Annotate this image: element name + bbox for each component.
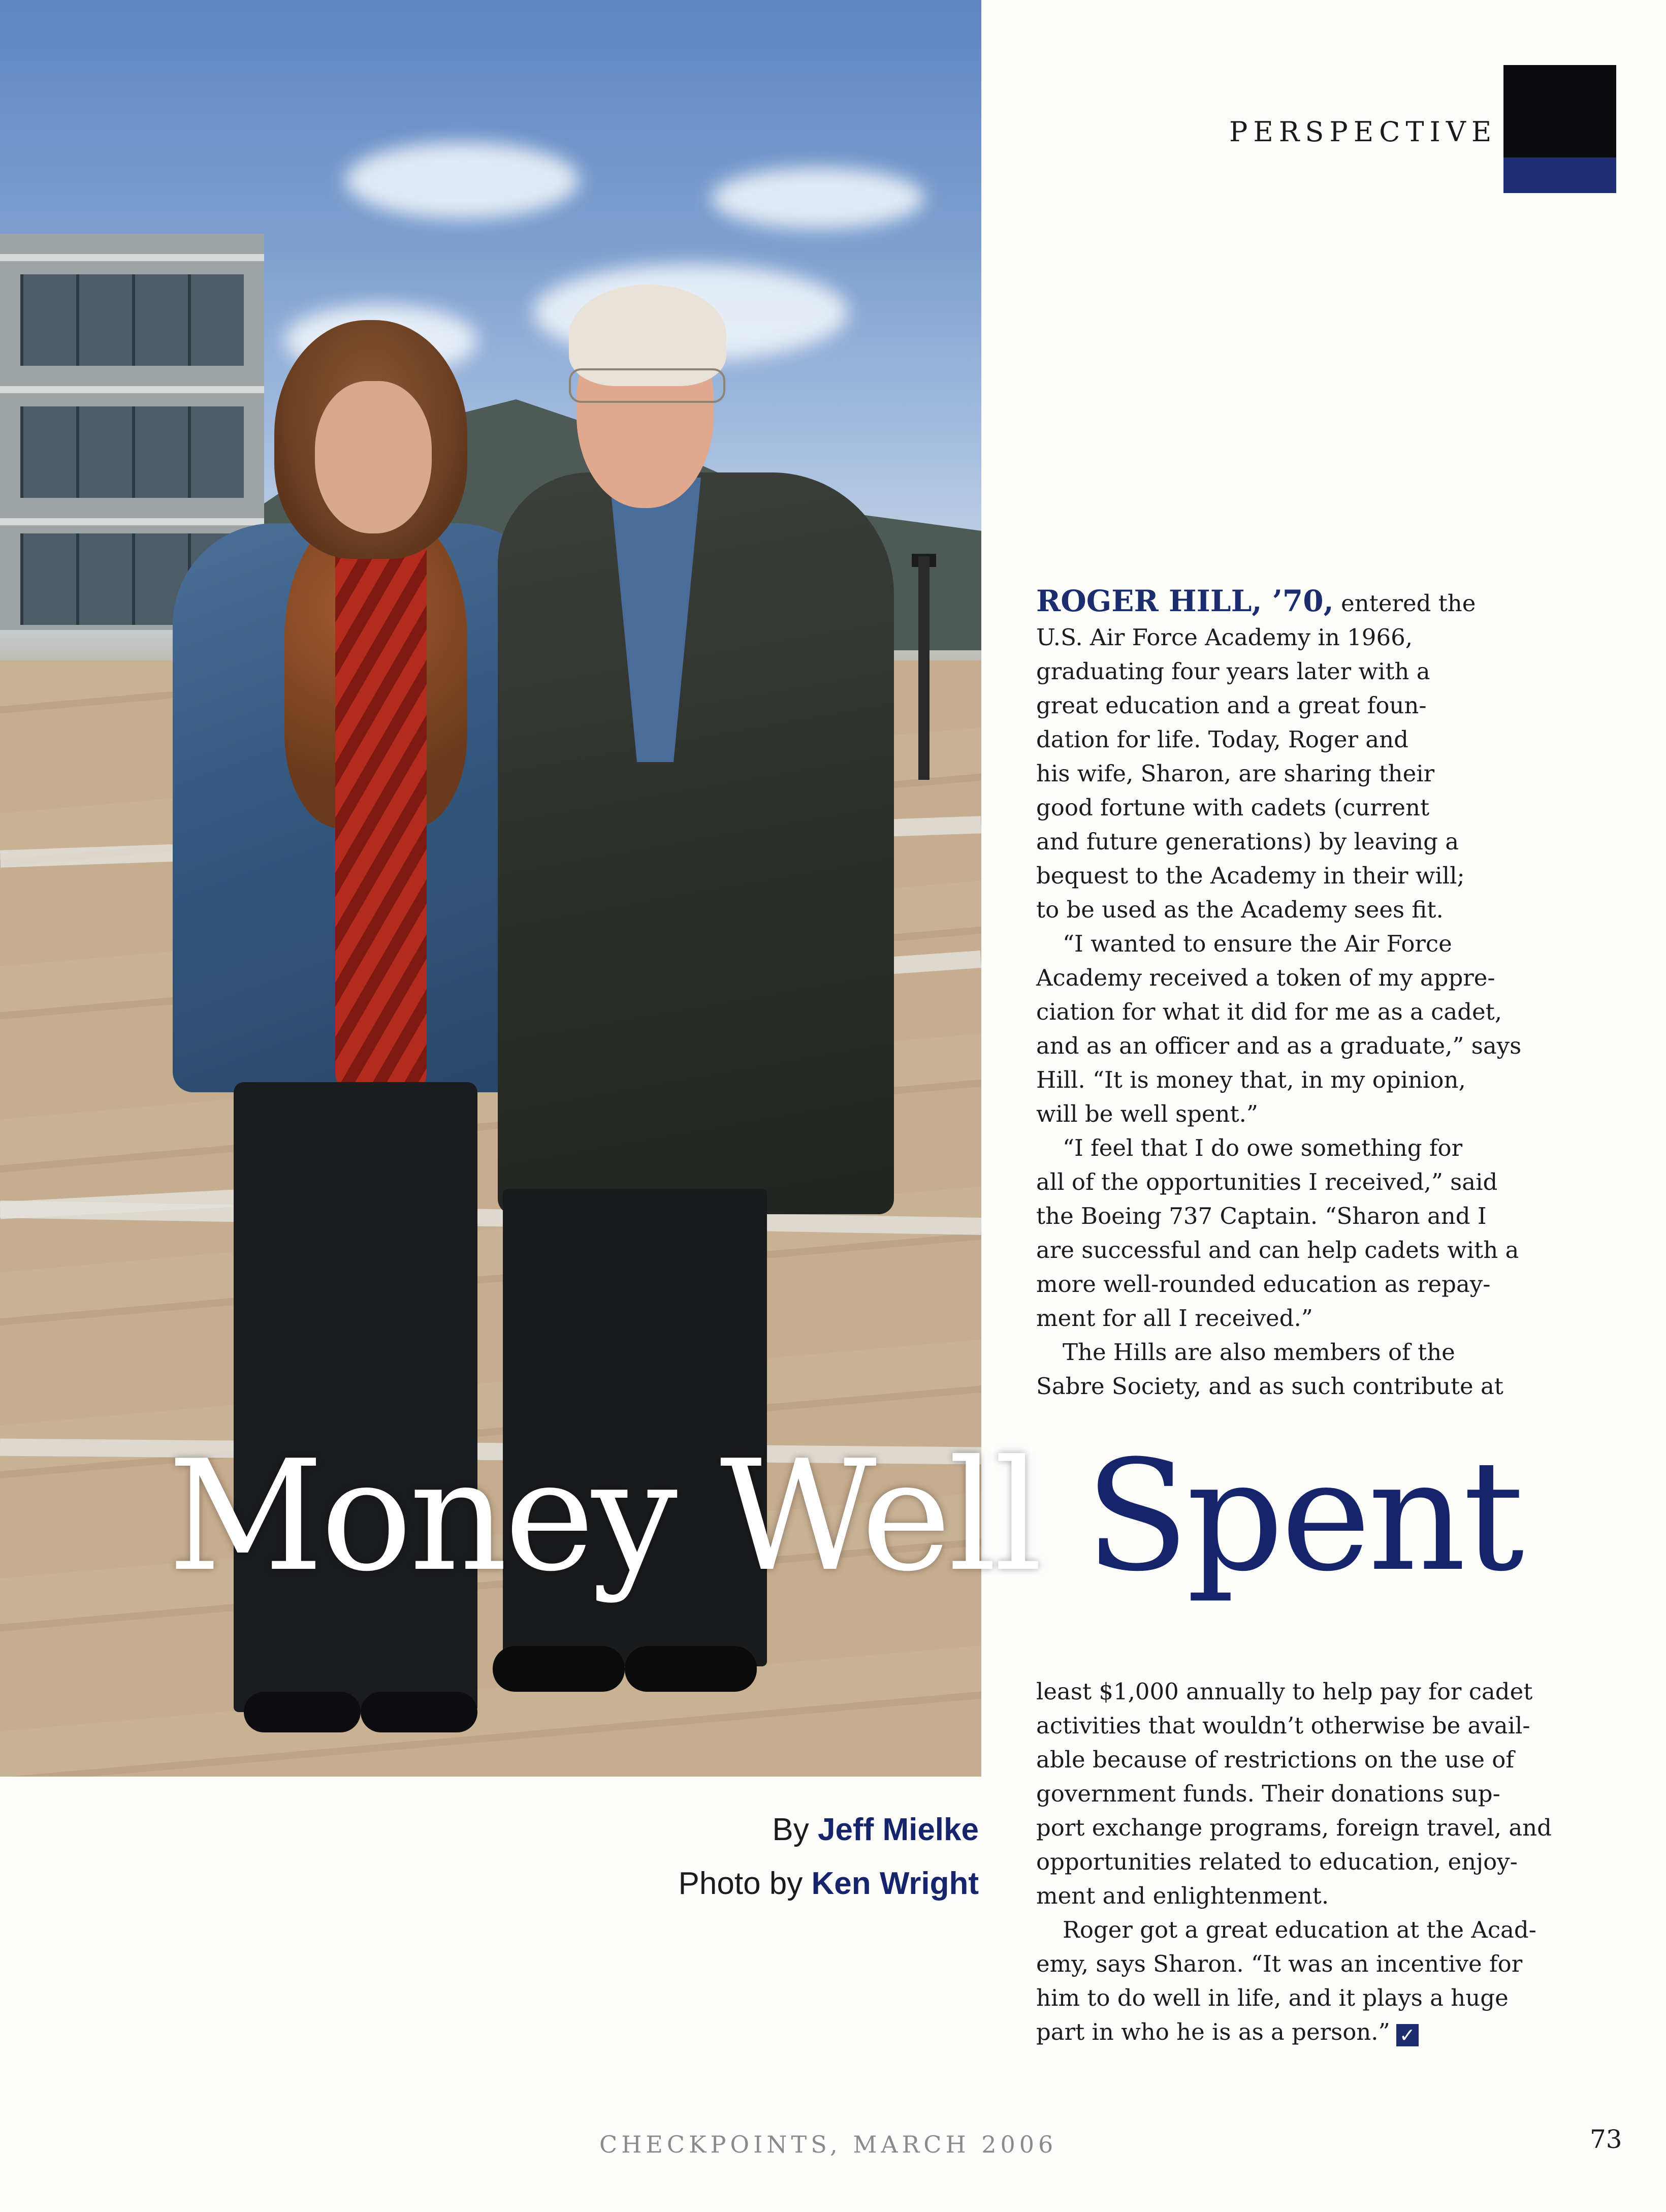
body-line: opportunities related to education, enjoy-	[1036, 1848, 1518, 1875]
body-line: Sabre Society, and as such contribute at	[1036, 1373, 1503, 1400]
body-line: “I wanted to ensure the Air Force	[1063, 930, 1452, 957]
headline-part-white: Money Well	[168, 1428, 1085, 1605]
body-line: more well-rounded education as repay-	[1036, 1271, 1491, 1298]
body-line: dation for life. Today, Roger and	[1036, 726, 1408, 753]
article-lead: ROGER HILL, ’70,	[1036, 584, 1334, 618]
body-line: ciation for what it did for me as a cadet,	[1036, 998, 1502, 1025]
body-line: Roger got a great education at the Acad-	[1063, 1916, 1536, 1943]
body-line: him to do well in life, and it plays a huge	[1036, 1984, 1509, 2011]
body-line: Academy received a token of my appre-	[1036, 964, 1495, 991]
body-line: emy, says Sharon. “It was an incentive for	[1036, 1950, 1523, 1977]
byline-prefix: By	[772, 1812, 818, 1847]
body-line: entered the	[1333, 590, 1476, 617]
photographer-name: Ken Wright	[811, 1866, 979, 1901]
body-line: ment for all I received.”	[1036, 1305, 1313, 1332]
publication-footer: CHECKPOINTS, MARCH 2006	[599, 2131, 1058, 2158]
body-line: and as an officer and as a graduate,” says	[1036, 1032, 1522, 1059]
body-line: ment and enlightenment.	[1036, 1882, 1329, 1909]
headline-part-navy: Spent	[1085, 1428, 1521, 1605]
section-color-block	[1503, 65, 1616, 193]
body-line: great education and a great foun-	[1036, 692, 1427, 719]
body-line: to be used as the Academy sees fit.	[1036, 896, 1444, 923]
checkmark-box-icon: ✓	[1396, 2024, 1419, 2046]
body-line: are successful and can help cadets with a	[1036, 1237, 1519, 1263]
body-line: least $1,000 annually to help pay for cadet	[1036, 1678, 1533, 1705]
article-body-bottom	[1036, 1674, 1552, 2049]
page-number: 73	[1590, 2125, 1622, 2154]
author-name: Jeff Mielke	[817, 1812, 979, 1847]
body-line: graduating four years later with a	[1036, 658, 1430, 685]
body-line: the Boeing 737 Captain. “Sharon and I	[1036, 1203, 1487, 1229]
body-line: government funds. Their donations sup-	[1036, 1780, 1500, 1807]
body-line: U.S. Air Force Academy in 1966,	[1036, 624, 1413, 651]
body-line: will be well spent.”	[1036, 1100, 1258, 1127]
body-line: The Hills are also members of the	[1063, 1339, 1455, 1366]
body-line: part in who he is as a person.”	[1036, 2018, 1390, 2045]
body-line: port exchange programs, foreign travel, and	[1036, 1814, 1552, 1841]
article-body-top	[1036, 584, 1544, 1403]
section-label: PERSPECTIVE	[1229, 116, 1497, 148]
body-line: activities that wouldn’t otherwise be avail-	[1036, 1712, 1530, 1739]
body-line: and future generations) by leaving a	[1036, 828, 1459, 855]
body-line: able because of restrictions on the use of	[1036, 1746, 1515, 1773]
headline	[168, 1428, 1521, 1605]
body-line: “I feel that I do owe something for	[1063, 1134, 1463, 1161]
body-line: Hill. “It is money that, in my opinion,	[1036, 1066, 1466, 1093]
photo-credit-prefix: Photo by	[678, 1866, 812, 1901]
byline-photo	[679, 1866, 979, 1902]
body-line: good fortune with cadets (current	[1036, 794, 1430, 821]
byline-author	[772, 1812, 979, 1848]
body-line: bequest to the Academy in their will;	[1036, 862, 1465, 889]
body-line: his wife, Sharon, are sharing their	[1036, 760, 1435, 787]
body-line: all of the opportunities I received,” said	[1036, 1168, 1498, 1195]
